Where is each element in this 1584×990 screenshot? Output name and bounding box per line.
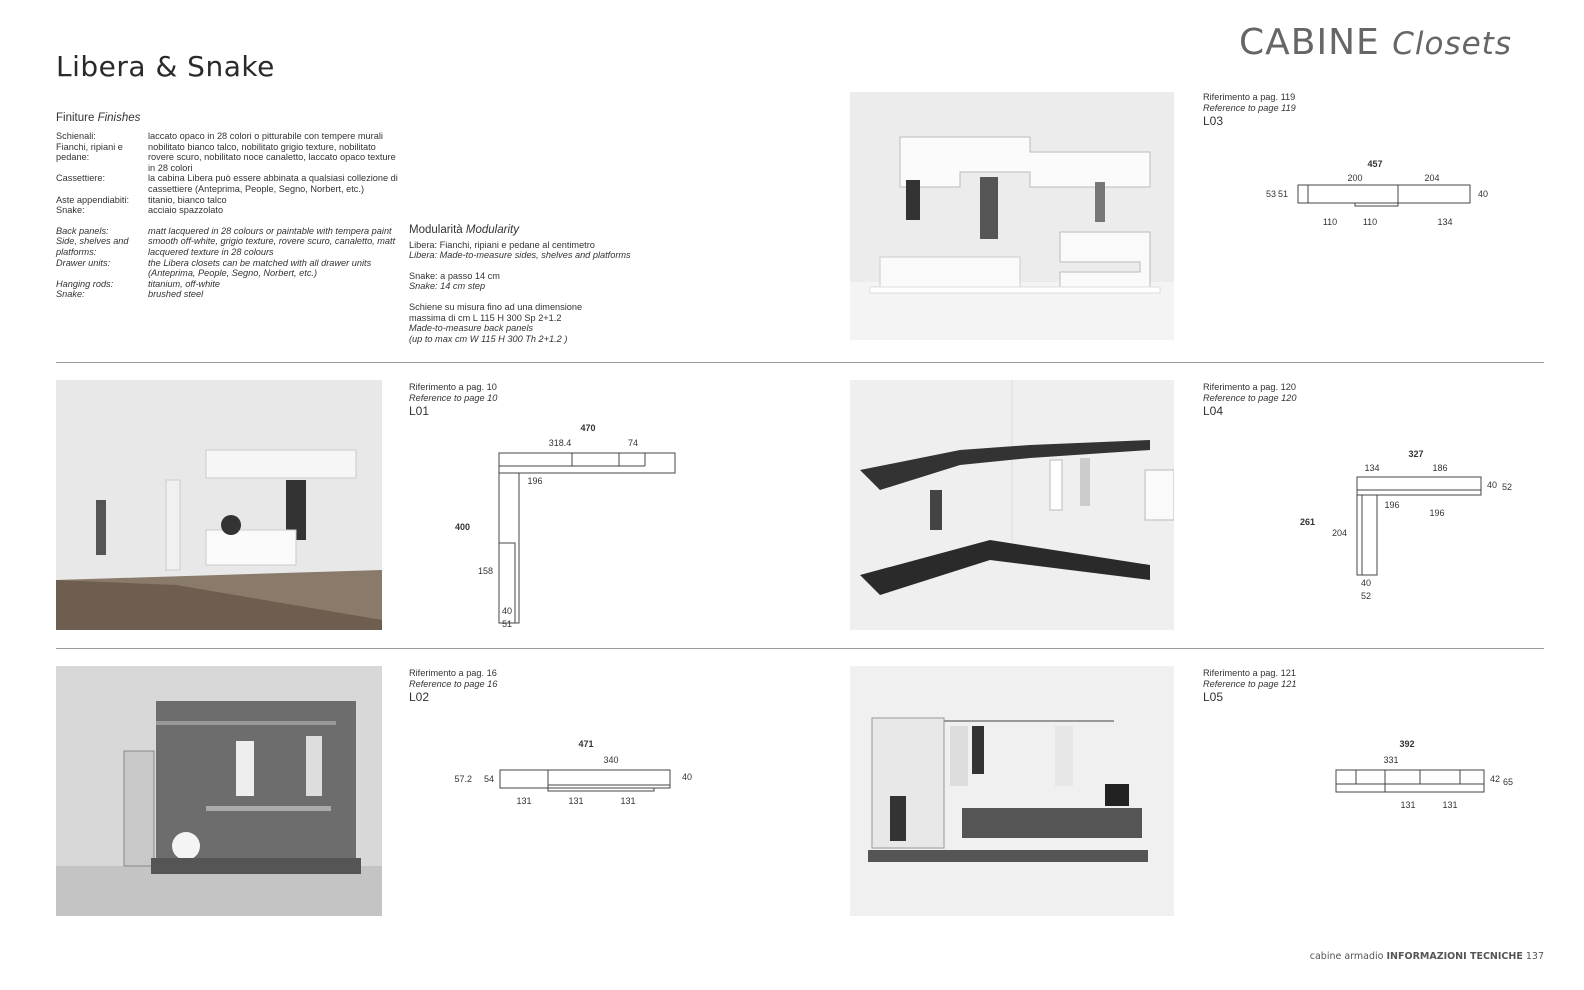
dim-label: 131 [1442,800,1458,810]
dim-label: 131 [568,796,584,806]
model-code: L01 [409,403,430,418]
page-footer: cabine armadio INFORMAZIONI TECNICHE 137 [1309,951,1544,962]
spec-row-en: Snake: brushed steel [56,289,204,300]
plan-outline [499,453,675,473]
modularity-block: Modularità Modularity Libera: Fianchi, ripiani e pedane al centimetro Libera: Made-to-measure sides, shelves and platforms Snake: a passo 14 cm Snake: 14 cm step Schiene su misura fino ad una dimensione massima di cm L 115 H 300 Sp 2+1.2 Made-to-measure back panels (up to max cm W 115 H 300 Th 2+1.2 ) [409,225,669,344]
dim-label: 340 [603,755,619,765]
dim-label: 52 [1360,591,1372,601]
section-header-sub: Closets [1392,26,1512,62]
spec-row: Cassettiere: la cabina Libera può essere abbinata a qualsiasi collezione di cassettiere (Anteprima, People, Segno, Norbert, etc.) [56,173,398,194]
dim-label: 40 [1478,189,1489,199]
dim-label: 196 [1384,500,1400,510]
dim-label: 200 [1347,173,1363,183]
dim-label: 110 [1322,217,1338,227]
plan-outline [1298,185,1470,203]
dim-label: 470 [580,423,596,433]
dim-label: 186 [1432,463,1448,473]
model-code: L03 [1203,113,1224,128]
dim-label: 51 [1277,189,1288,199]
dimension-diagram-l05 [1330,735,1530,815]
dim-label: 131 [620,796,636,806]
dim-label: 40 [1360,578,1372,588]
dim-label: 158 [477,566,493,576]
dim-label: 40 [682,772,693,782]
section-header [1239,22,1512,63]
dim-label: 131 [1400,800,1416,810]
plan-outline [1355,203,1398,206]
dim-label: 204 [1331,528,1347,538]
finishes-title: Finiture Finishes [56,112,141,124]
spec-row-en: Hanging rods: titanium, off-white [56,278,220,289]
plan-outline [1357,477,1481,495]
section-header-main: CABINE [1239,22,1380,63]
dim-label: 471 [578,739,594,749]
dim-label: 40 [1487,480,1498,490]
divider [56,362,1544,363]
dim-label: 57.2 [454,774,472,784]
plan-outline [548,788,654,791]
model-code: L05 [1203,689,1224,704]
dim-label: 196 [1429,508,1445,518]
model-code: L02 [409,689,430,704]
dim-label: 54 [483,774,494,784]
divider [56,648,1544,649]
reference-l01: Riferimento a pag. 10 Reference to page 10 L01 [409,382,498,418]
dim-label: 400 [455,522,471,532]
dim-label: 331 [1383,755,1399,765]
dim-label: 134 [1437,217,1453,227]
dim-label: 318.4 [548,438,572,448]
closet-photo-l05-illustration [850,666,1174,916]
dimension-diagram-l02 [452,735,702,815]
dimension-diagram-l04 [1300,448,1520,608]
reference-l02: Riferimento a pag. 16 Reference to page 16 L02 [409,668,498,704]
finishes-spec-list [56,131,398,300]
closet-photo-l05 [850,666,1174,916]
spec-row: Aste appendiabiti: titanio, bianco talco [56,194,227,205]
dim-label: 40 [501,606,513,616]
plan-outline [499,473,519,623]
dim-label: 457 [1367,159,1383,169]
spec-row: Fianchi, ripiani e pedane: nobilitato bianco talco, nobilitato grigio texture, nobilitato rovere scuro, nobilitato noce canaletto, laccato opaco texture in 28 colori [56,141,396,173]
closet-photo-l03 [850,92,1174,340]
dim-label: 204 [1424,173,1440,183]
dim-label: 110 [1362,217,1378,227]
spec-row-en: Drawer units: the Libera closets can be matched with all drawer units (Anteprima, People, Segno, Norbert, etc.) [56,257,372,279]
closet-photo-l04-illustration [850,380,1174,630]
closet-photo-l02-illustration [56,666,382,916]
closet-photo-l03-illustration [850,92,1174,340]
page-title: Libera & Snake [56,50,275,83]
dim-label: 74 [627,438,639,448]
dimension-diagram-l03 [1260,155,1490,235]
dim-label: 392 [1399,739,1415,749]
dim-label: 134 [1364,463,1380,473]
dim-label: 52 [1502,482,1513,492]
dim-label: 131 [516,796,532,806]
closet-photo-l04 [850,380,1174,630]
plan-outline [1336,770,1484,792]
plan-outline [1357,495,1377,575]
dim-label: 327 [1408,449,1424,459]
dimension-diagram-l01 [455,420,695,640]
dim-label: 53 [1265,189,1276,199]
closet-photo-l01 [56,380,382,630]
dim-label: 65 [1503,777,1514,787]
page-number: 137 [1525,951,1544,962]
dim-label: 51 [501,619,513,629]
dim-label: 261 [1300,517,1316,527]
closet-photo-l02 [56,666,382,916]
spec-row-en: Side, shelves and platforms: smooth off-white, grigio texture, rovere scuro, canaletto, matt lacquered texture in 28 colours [56,236,396,257]
spec-row: Snake: acciaio spazzolato [56,205,224,216]
reference-l04: Riferimento a pag. 120 Reference to page 120 L04 [1203,382,1297,418]
reference-l05: Riferimento a pag. 121 Reference to page 121 L05 [1203,668,1297,704]
spec-row-en: Back panels: matt lacquered in 28 colours or paintable with tempera paint [56,225,392,236]
model-code: L04 [1203,403,1224,418]
closet-photo-l01-illustration [56,380,382,630]
dim-label: 196 [527,476,543,486]
dim-label: 42 [1490,774,1501,784]
modularity-title: Modularità Modularity [409,224,519,236]
reference-l03: Riferimento a pag. 119 Reference to page 119 L03 [1203,92,1296,128]
spec-row: Schienali: laccato opaco in 28 colori o pitturabile con tempere murali [56,131,383,141]
